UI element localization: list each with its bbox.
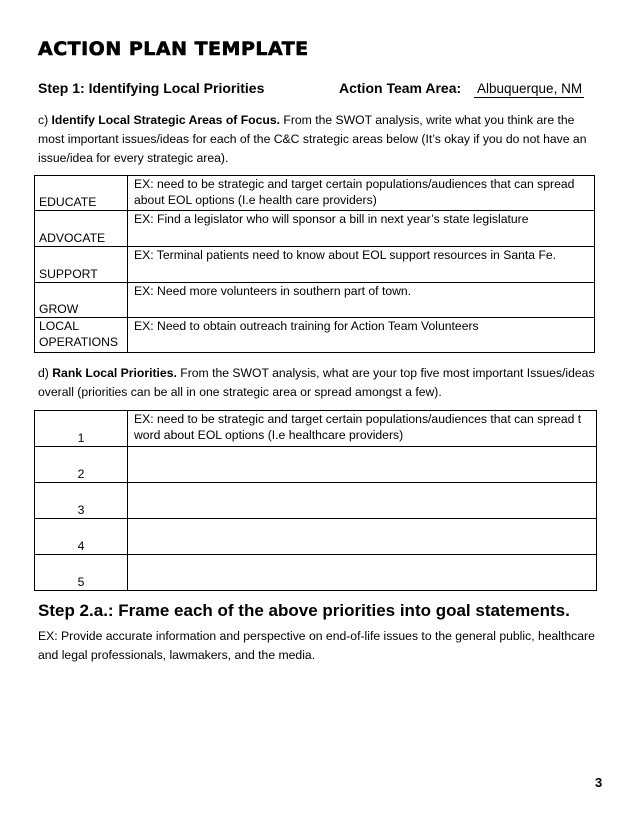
team-area-field[interactable]: Albuquerque, NM — [474, 80, 584, 98]
rank-number: 5 — [35, 555, 128, 591]
section-c-bold: Identify Local Strategic Areas of Focus. — [51, 113, 281, 127]
area-label: LOCAL OPERATIONS — [35, 318, 128, 353]
priorities-table — [34, 410, 597, 591]
table-row — [35, 176, 595, 211]
area-label: EDUCATE — [35, 176, 128, 211]
page-number: 3 — [595, 775, 603, 790]
rank-number: 2 — [35, 447, 128, 483]
area-input[interactable]: EX: Terminal patients need to know about EOL support resources in Santa Fe. — [128, 247, 595, 283]
priority-input[interactable] — [128, 555, 597, 591]
section-d-prefix: d) — [38, 366, 53, 380]
priority-input[interactable] — [128, 411, 597, 447]
strategic-areas-table — [34, 175, 595, 353]
rank-number: 3 — [35, 483, 128, 519]
section-c-prefix: c) — [38, 113, 52, 127]
table-row — [35, 483, 597, 519]
area-label: GROW — [35, 283, 128, 318]
area-label: ADVOCATE — [35, 211, 128, 247]
page-title: ACTION PLAN TEMPLATE — [38, 38, 309, 60]
section-d-text: From the SWOT analysis, what are your top five most important Issues/ideas overall (priorities can be all in one strategic area or spread amongst a few). — [38, 366, 595, 399]
section-c-instructions — [38, 111, 598, 168]
rank-number: 1 — [35, 411, 128, 447]
table-row — [35, 555, 597, 591]
priority-line: word about EOL options (I.e healthcare providers) — [134, 428, 404, 442]
rank-number: 4 — [35, 519, 128, 555]
section-c-text: From the SWOT analysis, write what you think are the most important issues/ideas for each of the C&C strategic areas below (It’s okay if you do not have an issue/idea for every strategic area). — [38, 113, 587, 165]
section-d-instructions — [38, 364, 598, 402]
team-area-label: Action Team Area: — [339, 80, 462, 96]
table-row — [35, 283, 595, 318]
table-row — [35, 519, 597, 555]
area-input[interactable]: EX: Need more volunteers in southern part of town. — [128, 283, 595, 318]
table-row — [35, 411, 597, 447]
table-row — [35, 447, 597, 483]
table-row — [35, 247, 595, 283]
table-row — [35, 318, 595, 353]
area-label: SUPPORT — [35, 247, 128, 283]
area-input[interactable]: EX: Find a legislator who will sponsor a bill in next year’s state legislature — [128, 211, 595, 247]
priority-line: EX: need to be strategic and target certain populations/audiences that can spread t — [134, 412, 582, 426]
area-input[interactable]: EX: need to be strategic and target certain populations/audiences that can spread about EOL options (I.e health care providers) — [128, 176, 595, 211]
area-input[interactable]: EX: Need to obtain outreach training for Action Team Volunteers — [128, 318, 595, 353]
section-d-bold: Rank Local Priorities. — [52, 366, 177, 380]
priority-input[interactable] — [128, 483, 597, 519]
step2-heading: Step 2.a.: Frame each of the above priorities into goal statements. — [38, 601, 570, 620]
priority-input[interactable] — [128, 447, 597, 483]
step1-heading: Step 1: Identifying Local Priorities — [38, 80, 265, 96]
step2-example: EX: Provide accurate information and perspective on end-of-life issues to the general public, healthcare and legal professionals, lawmakers, and the media. — [38, 629, 595, 662]
priority-input[interactable] — [128, 519, 597, 555]
table-row — [35, 211, 595, 247]
